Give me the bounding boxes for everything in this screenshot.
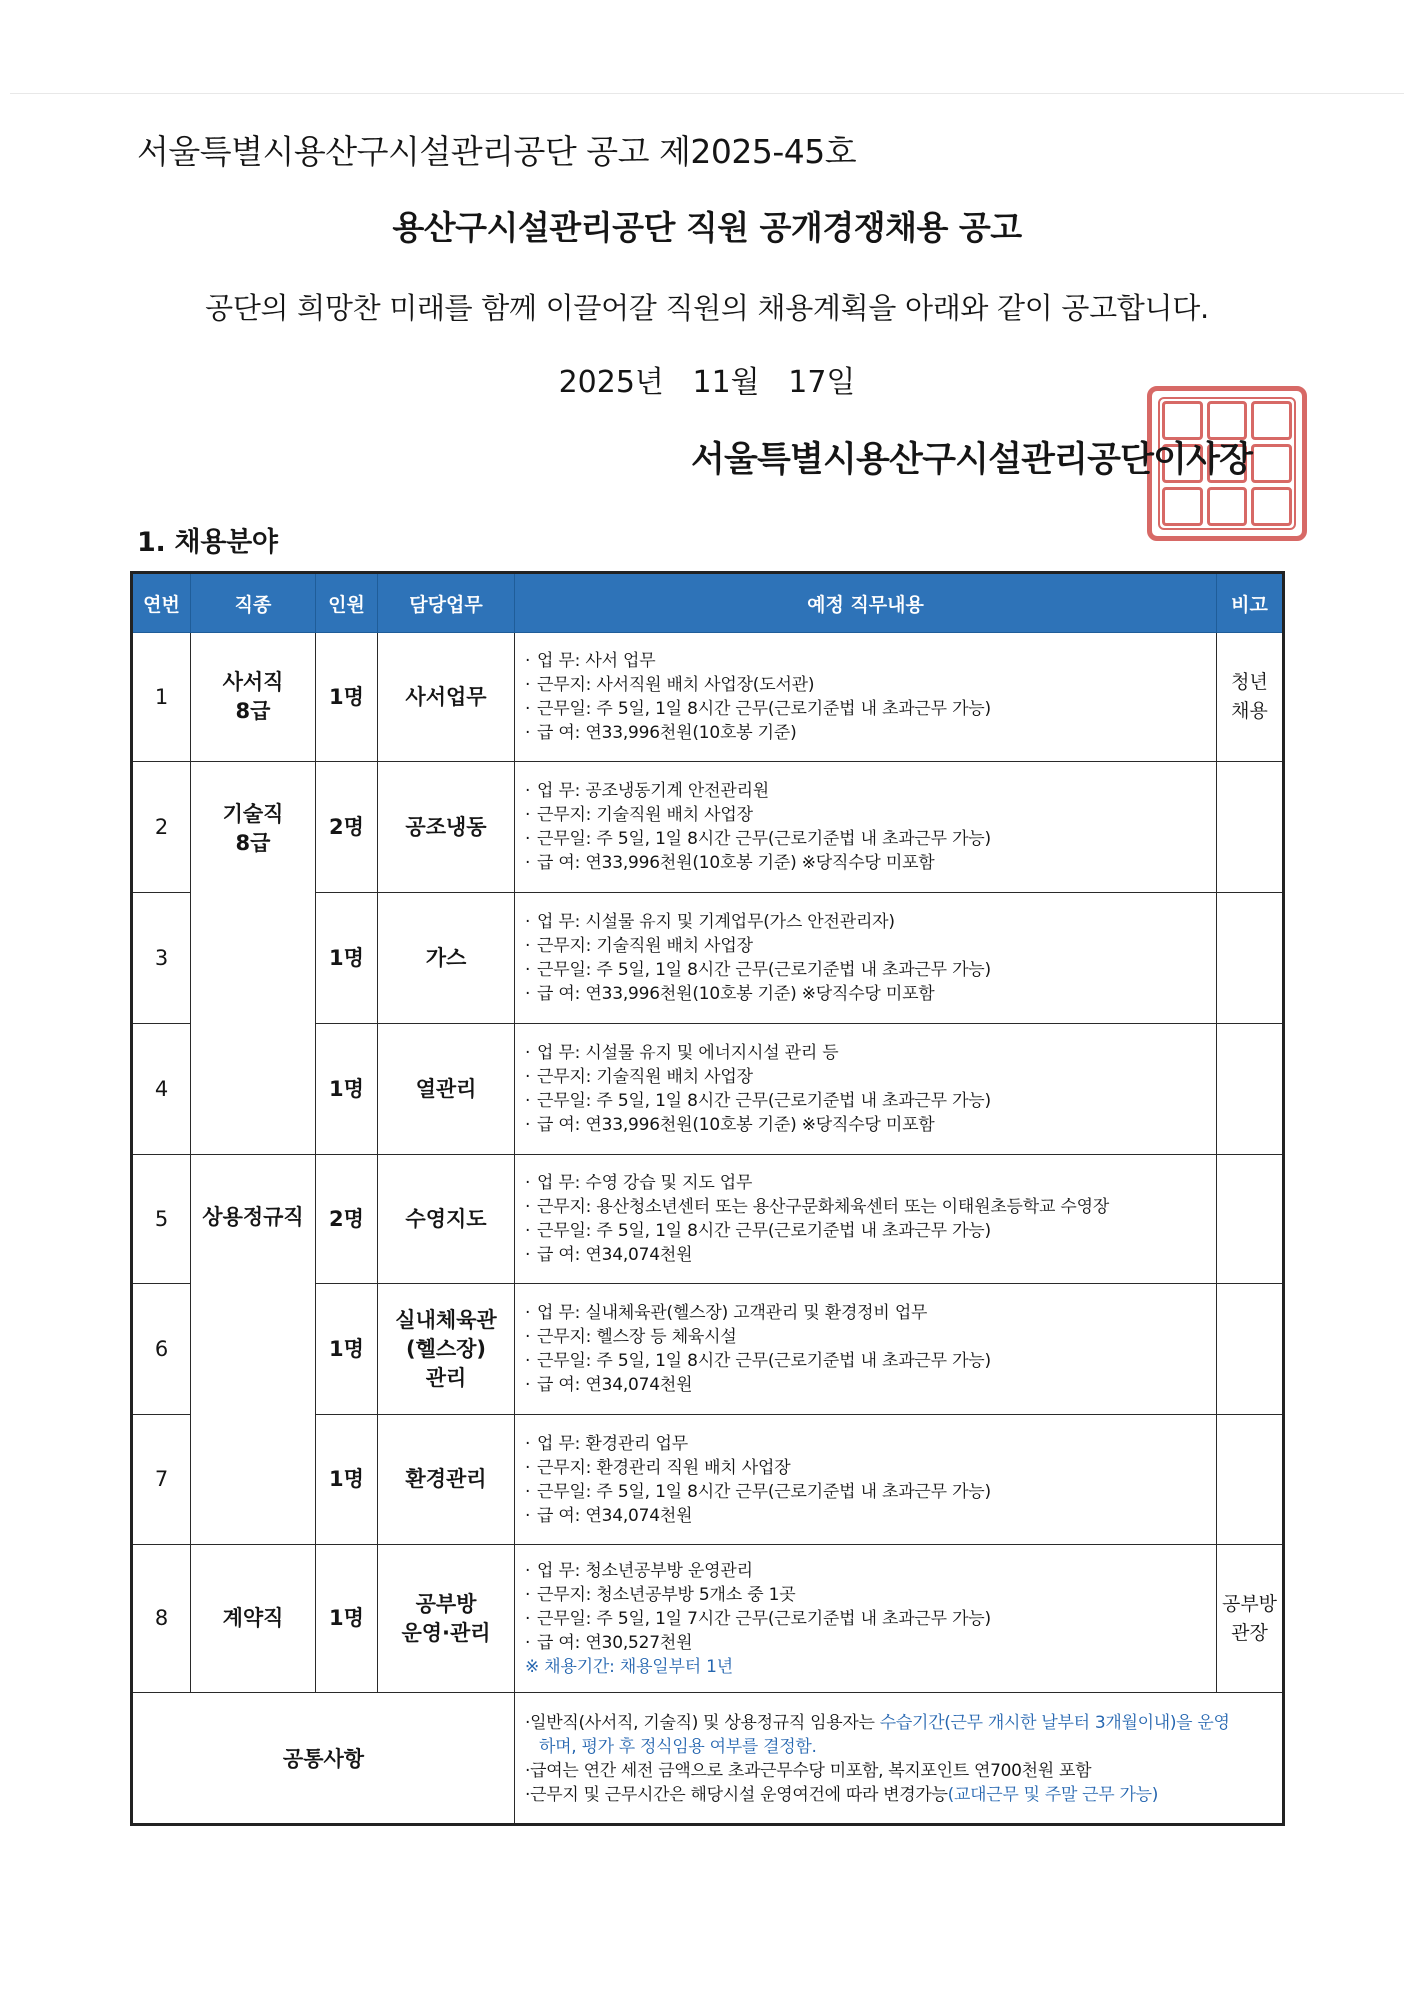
row-no: 6 bbox=[132, 1284, 191, 1415]
description-line: · 업 무: 사서 업무 bbox=[525, 651, 656, 671]
description-line: · 급 여: 연34,074천원 bbox=[525, 1245, 693, 1265]
table-row bbox=[132, 1155, 1284, 1284]
signatory: 서울특별시용산구시설관리공단이사장 bbox=[691, 440, 1253, 480]
duty-cell: 열관리 bbox=[378, 1024, 515, 1155]
remark-cell bbox=[1217, 1024, 1284, 1155]
description-cell bbox=[515, 1545, 1217, 1693]
job-type-cell: 사서직 8급 bbox=[191, 633, 316, 762]
remark-cell bbox=[1217, 893, 1284, 1024]
description-line: · 급 여: 연33,996천원(10호봉 기준) bbox=[525, 723, 797, 743]
headcount-cell: 1명 bbox=[316, 1545, 378, 1693]
job-type-cell: 기술직 8급 bbox=[191, 762, 316, 1155]
table-row bbox=[132, 633, 1284, 762]
duty-cell: 공조냉동 bbox=[378, 762, 515, 893]
row-no: 3 bbox=[132, 893, 191, 1024]
description-cell bbox=[515, 633, 1217, 762]
description-line: · 업 무: 시설물 유지 및 에너지시설 관리 등 bbox=[525, 1043, 839, 1063]
description-line: · 업 무: 공조냉동기계 안전관리원 bbox=[525, 781, 770, 801]
description-line: · 근무일: 주 5일, 1일 8시간 근무(근로기준법 내 초과근무 가능) bbox=[525, 1221, 991, 1241]
duty-cell: 가스 bbox=[378, 893, 515, 1024]
row-no: 1 bbox=[132, 633, 191, 762]
description-cell bbox=[515, 1284, 1217, 1415]
headcount-cell: 1명 bbox=[316, 1415, 378, 1545]
description-cell bbox=[515, 1155, 1217, 1284]
description-line: · 급 여: 연30,527천원 bbox=[525, 1632, 693, 1653]
header-description: 예정 직무내용 bbox=[515, 573, 1217, 633]
description-line: · 근무지: 청소년공부방 5개소 중 1곳 bbox=[525, 1584, 796, 1605]
common-note-1-continued: 하며, 평가 후 정식임용 여부를 결정함. bbox=[539, 1737, 817, 1757]
duty-cell: 실내체육관 (헬스장) 관리 bbox=[378, 1284, 515, 1415]
common-note-3: ·근무지 및 근무시간은 해당시설 운영여건에 따라 변경가능(교대근무 및 주말 근무 가능) bbox=[525, 1785, 1159, 1805]
announcement-date: 2025년 11월 17일 bbox=[558, 365, 856, 400]
common-notes-row bbox=[132, 1693, 1284, 1825]
description-line: · 급 여: 연34,074천원 bbox=[525, 1505, 693, 1526]
description-line: · 근무지: 기술직원 배치 사업장 bbox=[525, 936, 753, 956]
description-line: · 근무일: 주 5일, 1일 8시간 근무(근로기준법 내 초과근무 가능) bbox=[525, 1481, 991, 1502]
table-header-row bbox=[132, 573, 1284, 633]
section-title: 1. 채용분야 bbox=[137, 527, 278, 558]
headcount-cell: 1명 bbox=[316, 633, 378, 762]
headcount-cell: 2명 bbox=[316, 1155, 378, 1284]
common-note-2: ·급여는 연간 세전 금액으로 초과근무수당 미포함, 복지포인트 연700천원 포함 bbox=[525, 1761, 1092, 1781]
description-line: · 근무일: 주 5일, 1일 8시간 근무(근로기준법 내 초과근무 가능) bbox=[525, 699, 991, 719]
description-line: · 근무일: 주 5일, 1일 8시간 근무(근로기준법 내 초과근무 가능) bbox=[525, 829, 991, 849]
recruitment-table bbox=[130, 571, 1285, 1826]
remark-cell: 청년 채용 bbox=[1217, 633, 1284, 762]
description-line: · 근무지: 환경관리 직원 배치 사업장 bbox=[525, 1457, 791, 1478]
description-line: · 근무지: 용산청소년센터 또는 용산구문화체육센터 또는 이태원초등학교 수영장 bbox=[525, 1197, 1110, 1217]
common-notes-content bbox=[515, 1693, 1284, 1825]
employment-period-note: ※ 채용기간: 채용일부터 1년 bbox=[525, 1656, 734, 1677]
duty-cell: 환경관리 bbox=[378, 1415, 515, 1545]
headcount-cell: 1명 bbox=[316, 1024, 378, 1155]
table-row bbox=[132, 762, 1284, 893]
description-line: · 근무일: 주 5일, 1일 7시간 근무(근로기준법 내 초과근무 가능) bbox=[525, 1608, 991, 1629]
row-no: 2 bbox=[132, 762, 191, 893]
description-line: · 급 여: 연34,074천원 bbox=[525, 1375, 693, 1395]
job-type-cell: 계약직 bbox=[191, 1545, 316, 1693]
common-notes-label: 공통사항 bbox=[132, 1693, 515, 1825]
header-duty: 담당업무 bbox=[378, 573, 515, 633]
duty-cell: 사서업무 bbox=[378, 633, 515, 762]
description-line: · 업 무: 환경관리 업무 bbox=[525, 1433, 688, 1454]
remark-cell bbox=[1217, 1284, 1284, 1415]
common-note-1: ·일반직(사서직, 기술직) 및 상용정규직 임용자는 수습기간(근무 개시한 날부터 3개월이내)을 운영 bbox=[525, 1713, 1230, 1733]
description-line: · 근무지: 기술직원 배치 사업장 bbox=[525, 1067, 753, 1087]
document-title: 용산구시설관리공단 직원 공개경쟁채용 공고 bbox=[392, 208, 1022, 247]
description-line: · 업 무: 청소년공부방 운영관리 bbox=[525, 1560, 753, 1581]
row-no: 5 bbox=[132, 1155, 191, 1284]
description-line: · 업 무: 실내체육관(헬스장) 고객관리 및 환경정비 업무 bbox=[525, 1303, 928, 1323]
row-no: 4 bbox=[132, 1024, 191, 1155]
table-row bbox=[132, 1545, 1284, 1693]
scan-edge-line bbox=[10, 93, 1404, 94]
job-type-cell: 상용정규직 bbox=[191, 1155, 316, 1545]
row-no: 8 bbox=[132, 1545, 191, 1693]
notice-number: 서울특별시용산구시설관리공단 공고 제2025-45호 bbox=[137, 132, 857, 171]
description-cell bbox=[515, 1415, 1217, 1545]
header-headcount: 인원 bbox=[316, 573, 378, 633]
headcount-cell: 1명 bbox=[316, 893, 378, 1024]
description-line: · 업 무: 수영 강습 및 지도 업무 bbox=[525, 1173, 753, 1193]
remark-cell bbox=[1217, 1415, 1284, 1545]
description-line: · 급 여: 연33,996천원(10호봉 기준) ※당직수당 미포함 bbox=[525, 853, 935, 873]
description-line: · 근무지: 헬스장 등 체육시설 bbox=[525, 1327, 737, 1347]
intro-sentence: 공단의 희망찬 미래를 함께 이끌어갈 직원의 채용계획을 아래와 같이 공고합니다. bbox=[205, 291, 1209, 325]
description-line: · 근무일: 주 5일, 1일 8시간 근무(근로기준법 내 초과근무 가능) bbox=[525, 1351, 991, 1371]
description-line: · 근무지: 기술직원 배치 사업장 bbox=[525, 805, 753, 825]
header-no: 연번 bbox=[132, 573, 191, 633]
description-cell bbox=[515, 893, 1217, 1024]
remark-cell bbox=[1217, 762, 1284, 893]
description-cell bbox=[515, 762, 1217, 893]
description-line: · 근무일: 주 5일, 1일 8시간 근무(근로기준법 내 초과근무 가능) bbox=[525, 1091, 991, 1111]
row-no: 7 bbox=[132, 1415, 191, 1545]
remark-cell: 공부방 관장 bbox=[1217, 1545, 1284, 1693]
description-line: · 급 여: 연33,996천원(10호봉 기준) ※당직수당 미포함 bbox=[525, 1115, 935, 1135]
header-job-type: 직종 bbox=[191, 573, 316, 633]
description-line: · 근무지: 사서직원 배치 사업장(도서관) bbox=[525, 675, 815, 695]
description-line: · 급 여: 연33,996천원(10호봉 기준) ※당직수당 미포함 bbox=[525, 984, 935, 1004]
remark-cell bbox=[1217, 1155, 1284, 1284]
description-line: · 업 무: 시설물 유지 및 기계업무(가스 안전관리자) bbox=[525, 912, 895, 932]
description-cell bbox=[515, 1024, 1217, 1155]
duty-cell: 공부방 운영·관리 bbox=[378, 1545, 515, 1693]
header-remark: 비고 bbox=[1217, 573, 1284, 633]
description-line: · 근무일: 주 5일, 1일 8시간 근무(근로기준법 내 초과근무 가능) bbox=[525, 960, 991, 980]
headcount-cell: 2명 bbox=[316, 762, 378, 893]
headcount-cell: 1명 bbox=[316, 1284, 378, 1415]
duty-cell: 수영지도 bbox=[378, 1155, 515, 1284]
